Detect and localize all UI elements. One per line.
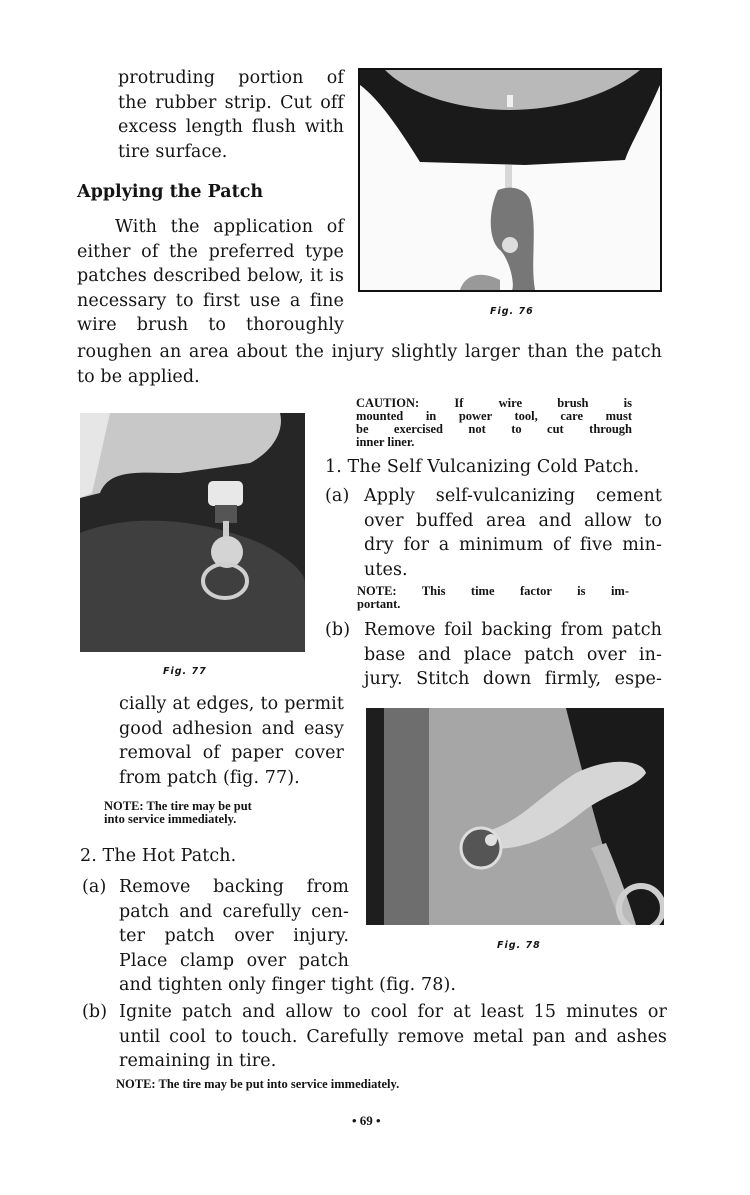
cold-patch-step-b-marker: (b) (325, 620, 351, 640)
text-line: NOTE: This time factor is im- (357, 584, 629, 598)
intro-paragraph (118, 66, 344, 164)
text-line: mounted in power tool, care must (356, 409, 632, 423)
text-line: excess length flush with (118, 117, 344, 138)
text-line: Apply self-vulcanizing cement (364, 486, 662, 506)
text-line: into service immediately. (104, 812, 237, 826)
text-line: Place clamp over patch (119, 950, 349, 971)
text-line: ter patch over injury. (119, 926, 349, 947)
text-line: wire brush to thoroughly (77, 315, 344, 336)
text-line: roughen an area about the injury slightly larger than the patch (77, 342, 662, 362)
text-line: over buffed area and allow to (364, 510, 662, 531)
figure-77-image (80, 413, 305, 652)
hot-patch-step-a (119, 875, 457, 998)
text-line: inner liner. (356, 435, 415, 449)
text-line: patch and carefully cen- (119, 901, 349, 922)
hot-patch-step-b-marker: (b) (82, 1002, 108, 1022)
hot-patch-step-a-marker: (a) (82, 877, 107, 897)
hot-patch-service-note: NOTE: The tire may be put into service immediately. (116, 1077, 400, 1091)
text-line: cially at edges, to permit (119, 694, 344, 714)
figure-78-image (366, 708, 664, 925)
cold-patch-title: 1. The Self Vulcanizing Cold Patch. (325, 457, 640, 477)
text-line: from patch (fig. 77). (119, 767, 300, 788)
cold-patch-step-a (364, 484, 662, 582)
cold-patch-note (357, 585, 629, 611)
hot-patch-title: 2. The Hot Patch. (80, 846, 237, 866)
figure-76-caption: Fig. 76 (490, 306, 534, 317)
text-line: be exercised not to cut through (356, 422, 632, 436)
text-line: to be applied. (77, 366, 200, 387)
section-heading: Applying the Patch (77, 182, 264, 202)
text-line: and tighten only finger tight (fig. 78). (119, 975, 457, 996)
text-line: utes. (364, 559, 408, 580)
cold-patch-service-note (104, 800, 252, 826)
section-paragraph-continued (77, 340, 662, 389)
text-line: Remove backing from (119, 877, 349, 897)
figure-78-caption: Fig. 78 (497, 940, 541, 951)
cold-patch-step-b-continued (119, 692, 344, 790)
section-paragraph (77, 215, 344, 338)
text-line: tire surface. (118, 141, 228, 162)
text-line: removal of paper cover (119, 743, 344, 764)
cold-patch-step-a-marker: (a) (325, 486, 350, 506)
text-line: With the application of (115, 217, 344, 237)
text-line: either of the preferred type (77, 241, 344, 262)
text-line: good adhesion and easy (119, 718, 344, 739)
text-line: Ignite patch and allow to cool for at least 15 minutes or (119, 1002, 667, 1022)
text-line: necessary to first use a fine (77, 290, 344, 311)
cold-patch-step-b (364, 618, 662, 692)
figure-77-caption: Fig. 77 (163, 666, 207, 677)
text-line: dry for a minimum of five min- (364, 535, 662, 556)
caution-note (356, 397, 632, 449)
text-line: base and place patch over in- (364, 644, 662, 665)
hot-patch-step-b (119, 1000, 667, 1074)
text-line: remaining in tire. (119, 1051, 277, 1072)
page-number: • 69 • (352, 1113, 381, 1128)
text-line: portant. (357, 597, 401, 611)
text-line: Remove foil backing from patch (364, 620, 662, 640)
text-line: CAUTION: If wire brush is (356, 396, 632, 410)
figure-76-image (358, 68, 662, 292)
text-line: NOTE: The tire may be put (104, 799, 252, 813)
text-line: patches described below, it is (77, 266, 344, 287)
text-line: protruding portion of (118, 68, 344, 88)
text-line: jury. Stitch down firmly, espe- (364, 669, 662, 690)
text-line: the rubber strip. Cut off (118, 92, 344, 113)
text-line: until cool to touch. Carefully remove metal pan and ashes (119, 1026, 667, 1047)
